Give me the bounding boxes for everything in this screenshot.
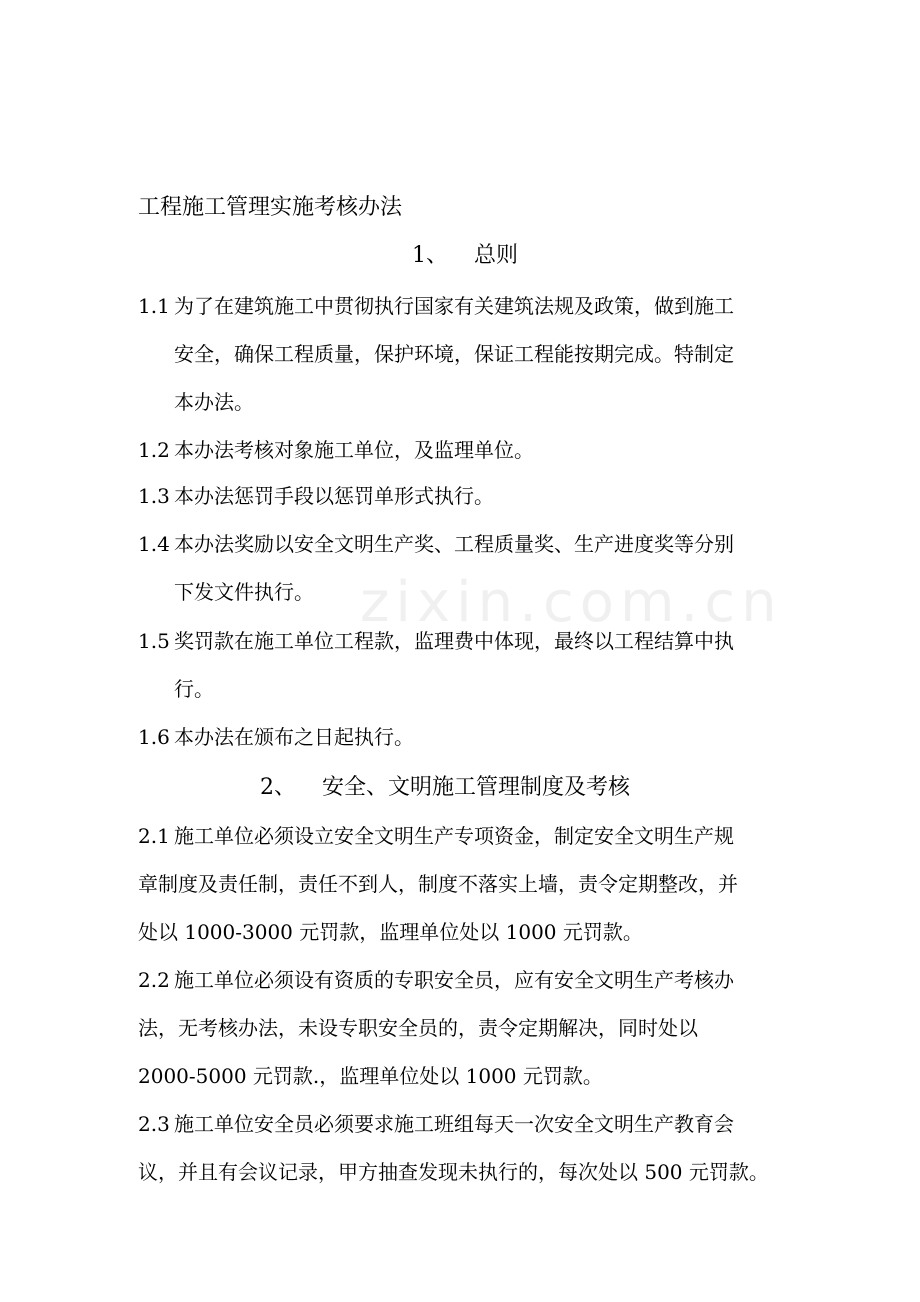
clause-number: 2.3: [138, 1112, 170, 1136]
clause-text: 本办法在颁布之日起执行。: [174, 725, 414, 749]
clause-2-2: [138, 956, 786, 1100]
clause-text: 本办法考核对象施工单位，及监理单位。: [174, 438, 534, 462]
clause-1-1: [138, 282, 786, 426]
clause-number: 1.6: [138, 725, 170, 749]
section-heading-1: [412, 240, 518, 272]
clause-text: 本办法奖励以安全文明生产奖、工程质量奖、生产进度奖等分别: [174, 532, 734, 556]
clause-1-6: [138, 713, 786, 761]
clause-text: 处以 1000-3000 元罚款，监理单位处以 1000 元罚款。: [138, 920, 643, 944]
clause-text: 本办法。: [174, 390, 254, 414]
clause-1-4: [138, 520, 786, 616]
clause-text: 施工单位必须设立安全文明生产专项资金，制定安全文明生产规: [174, 824, 734, 848]
clause-number: 1.5: [138, 629, 170, 653]
clause-2-3: [138, 1100, 786, 1196]
clause-text: 下发文件执行。: [174, 580, 314, 604]
section-number: 2、: [260, 775, 296, 800]
section-title: 安全、文明施工管理制度及考核: [322, 775, 631, 800]
clause-text: 行。: [174, 677, 214, 701]
clause-number: 2.2: [138, 968, 170, 992]
clause-number: 1.1: [138, 294, 170, 318]
clause-1-5: [138, 617, 786, 713]
clause-text: 章制度及责任制，责任不到人，制度不落实上墙，责令定期整改，并: [138, 872, 738, 896]
clause-number: 2.1: [138, 824, 170, 848]
clause-text: 2000-5000 元罚款.，监理单位处以 1000 元罚款。: [138, 1064, 603, 1088]
clause-text: 奖罚款在施工单位工程款，监理费中体现，最终以工程结算中执: [174, 629, 734, 653]
clause-number: 1.4: [138, 532, 170, 556]
clause-number: 1.2: [138, 438, 170, 462]
clause-text: 本办法惩罚手段以惩罚单形式执行。: [174, 484, 494, 508]
clause-text: 施工单位必须设有资质的专职安全员，应有安全文明生产考核办: [174, 968, 734, 992]
clause-1-3: [138, 472, 786, 520]
clause-1-2: [138, 426, 786, 474]
clause-text: 安全，确保工程质量，保护环境，保证工程能按期完成。特制定: [174, 342, 734, 366]
section-title: 总则: [474, 243, 519, 268]
section-heading-2: [260, 772, 630, 804]
clause-text: 为了在建筑施工中贯彻执行国家有关建筑法规及政策，做到施工: [174, 294, 734, 318]
clause-text: 施工单位安全员必须要求施工班组每天一次安全文明生产教育会: [174, 1112, 734, 1136]
clause-text: 议，并且有会议记录，甲方抽查发现未执行的，每次处以 500 元罚款。: [138, 1160, 769, 1184]
watermark-text: zixin.com.cn: [360, 570, 783, 635]
clause-text: 法，无考核办法，未设专职安全员的，责令定期解决，同时处以: [138, 1016, 698, 1040]
clause-number: 1.3: [138, 484, 170, 508]
clause-2-1: [138, 812, 786, 956]
section-number: 1、: [412, 243, 448, 268]
document-title: 工程施工管理实施考核办法: [138, 195, 403, 220]
